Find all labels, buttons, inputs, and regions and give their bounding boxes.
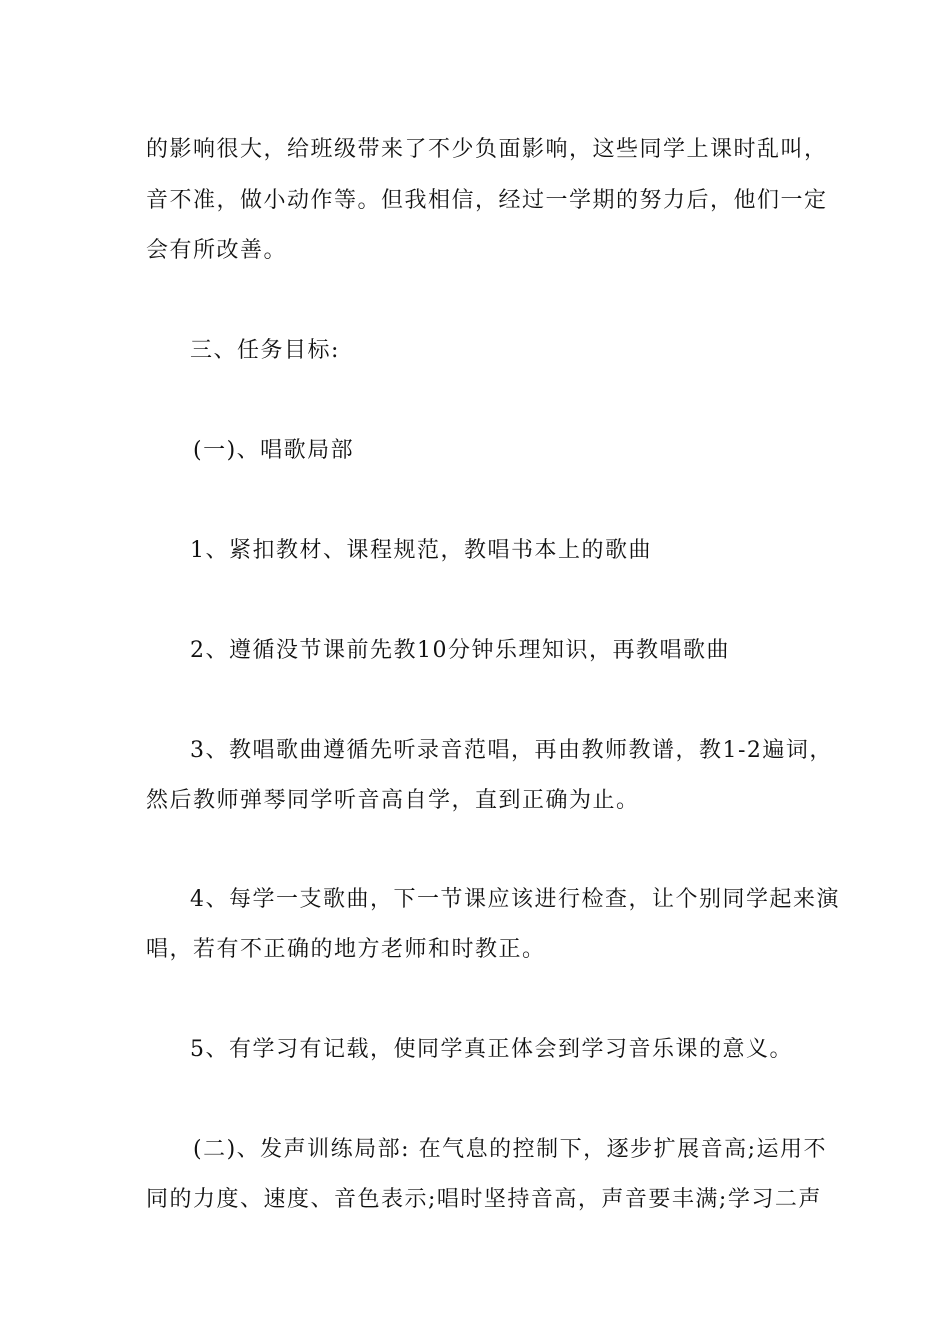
list-item-continuation: 唱，若有不正确的地方老师和时教正。 bbox=[146, 937, 546, 962]
list-item-continuation: 然后教师弹琴同学听音高自学，直到正确为止。 bbox=[146, 788, 640, 813]
list-item: 3、教唱歌曲遵循先听录音范唱，再由教师教谱，教1-2遍词， bbox=[190, 738, 833, 763]
subsection-heading: (一)、唱歌局部 bbox=[193, 438, 355, 463]
paragraph-line: 同的力度、速度、音色表示;唱时坚持音高，声音要丰满;学习二声 bbox=[146, 1187, 822, 1212]
subsection-heading: (二)、发声训练局部: 在气息的控制下，逐步扩展音高;运用不 bbox=[193, 1137, 827, 1162]
paragraph-line: 会有所改善。 bbox=[146, 238, 288, 263]
list-item: 4、每学一支歌曲，下一节课应该进行检查，让个别同学起来演 bbox=[190, 887, 840, 912]
section-heading: 三、任务目标: bbox=[190, 338, 340, 363]
paragraph-line: 的影响很大，给班级带来了不少负面影响，这些同学上课时乱叫， bbox=[146, 137, 828, 162]
list-item: 1、紧扣教材、课程规范，教唱书本上的歌曲 bbox=[190, 538, 652, 563]
list-item: 2、遵循没节课前先教10分钟乐理知识，再教唱歌曲 bbox=[190, 638, 730, 663]
paragraph-line: 音不准，做小动作等。但我相信，经过一学期的努力后，他们一定 bbox=[146, 188, 828, 213]
list-item: 5、有学习有记载，使同学真正体会到学习音乐课的意义。 bbox=[190, 1037, 793, 1062]
